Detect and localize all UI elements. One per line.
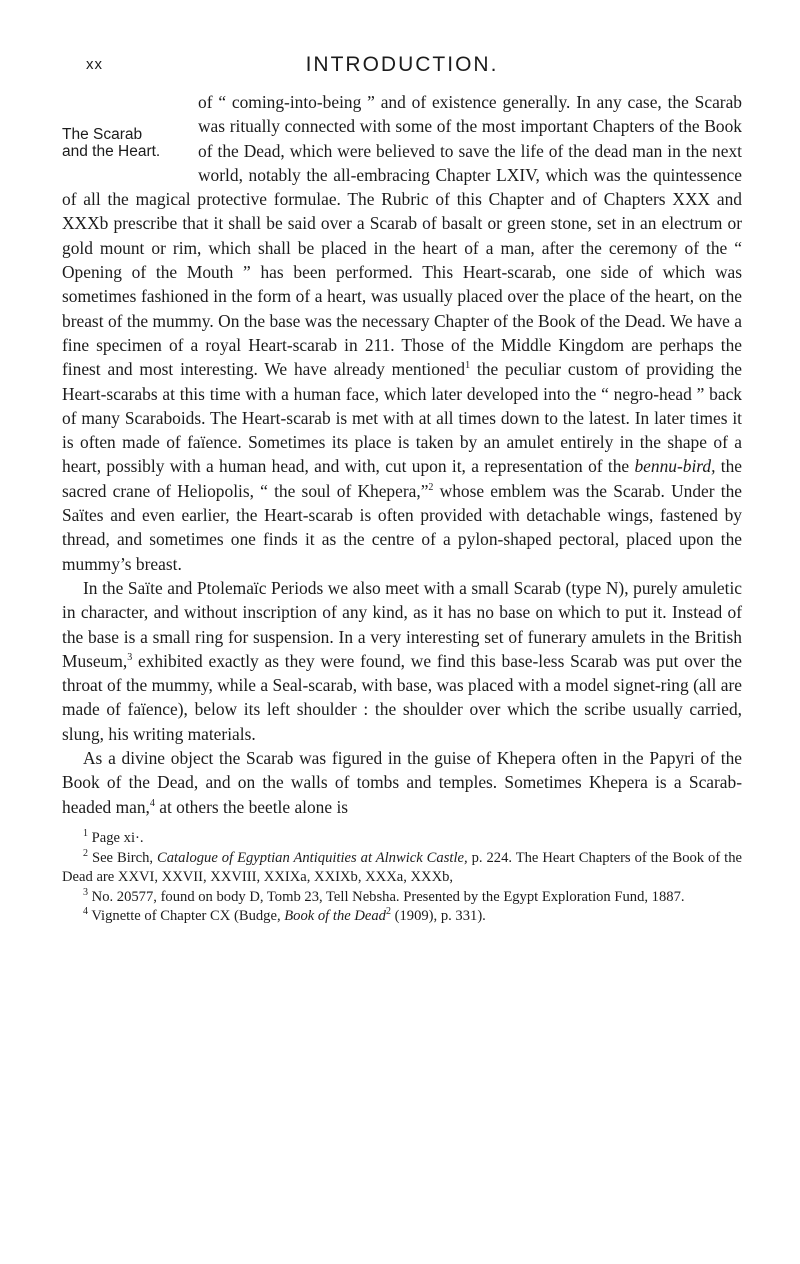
footnote-4-title: Book of the Dead — [284, 908, 386, 925]
paragraph-1-text-c: the sacred crane of Heliopolis, “ the soul of Khepera,” — [62, 456, 743, 501]
shoulder-note-line-2: and the Heart. — [62, 143, 161, 160]
footnote-3 — [62, 888, 742, 908]
footnote-2 — [62, 849, 742, 888]
footnote-1-mark: 1 — [83, 828, 88, 840]
paragraph-1-text-a: of “ coming-into-being ” and of existence generally. In any case, the Scarab was ritually connected with some of the most important Chapters of the Book of the Dead, which were believed to save the life of the dead man in the next world, notably the all-embracing Chapter LXIV, which was the quintessence of all the magical protective formulae. The Rubric of this Chapter and of Chapters XXX and XXXb prescribe that it shall be said over a Scarab of basalt or green stone, set in an electrum or gold mount or rim, which shall be placed in the heart of a man, after the ceremony of the “ Opening of the Mouth ” has been performed. This Heart-scarab, one side of which was sometimes fashioned in the form of a heart, was usually placed over the place of the heart, on the breast of the mummy. On the base was the necessary Chapter of the Book of the Dead. We have a fine specimen of a royal Heart-scarab in 211. Those of the Middle Kingdom are perhaps the finest and most interesting. We have already mentioned — [62, 92, 742, 380]
paragraph-2-text-b: exhibited exactly as they were found, we find this base-less Scarab was put over the throat of the mummy, while a Seal-scarab, with base, was placed with a model signet-ring (all are made of faïence), below its left shoulder : the shoulder over which the scribe usually carried, slung, his writing materials. — [62, 650, 742, 744]
body-text — [62, 90, 742, 819]
book-page — [62, 53, 743, 927]
footnote-3-mark: 3 — [83, 886, 88, 898]
paragraph-1 — [62, 90, 742, 576]
footnote-1 — [62, 829, 742, 849]
paragraph-1-text-b: the peculiar custom of providing the Heart-scarabs at this time with a human face, which later developed into the “ negro-head ” back of many Scaraboids. The Heart-scarab is met with at all times down to the latest. In later times it is often made of faïence. Sometimes its place is taken by an amulet entirely in the shape of a heart, possibly with a human head, and with, cut upon it, a representation of the — [62, 359, 742, 477]
footnote-ref-1: 1 — [465, 360, 471, 372]
footnotes — [62, 829, 742, 927]
paragraph-3 — [62, 746, 742, 819]
paragraph-3-text-b: at others the beetle alone is — [154, 796, 349, 817]
footnote-4 — [62, 907, 742, 927]
footnote-4-edition: 2 — [385, 906, 391, 918]
footnote-ref-3: 3 — [127, 652, 133, 664]
paragraph-2 — [62, 576, 742, 746]
shoulder-note — [62, 126, 188, 160]
footnote-2-text-pre: See Birch, — [88, 849, 158, 866]
footnote-ref-4: 4 — [149, 797, 155, 809]
footnote-4-mark: 4 — [83, 906, 88, 918]
footnote-2-text-post: p. 224. The Heart Chapters of the Book of the Dead are XXVI, XXVII, XXVIII, XXIXa, XXIXb, XXXa, XXXb, — [62, 849, 742, 886]
footnote-3-text: No. 20577, found on body D, Tomb 23, Tell Nebsha. Presented by the Egypt Exploration Fund, 1887. — [88, 888, 685, 905]
paragraph-2-text-a: In the Saïte and Ptolemaïc Periods we also meet with a small Scarab (type N), purely amuletic in character, and without inscription of any kind, as it has no base on which to put it. Instead of the base is a small ring for suspension. In a very interesting set of funerary amulets in the British Museum, — [62, 577, 742, 671]
footnote-1-text: Page xi·. — [88, 829, 144, 846]
running-title: INTRODUCTION. — [305, 53, 499, 76]
page-number: xx — [86, 56, 103, 73]
footnote-4-text-pre: Vignette of Chapter CX (Budge, — [88, 908, 285, 925]
shoulder-note-line-1: The Scarab — [62, 126, 143, 143]
footnote-2-title: Catalogue of Egyptian Antiquities at Alnwick Castle, — [157, 849, 468, 866]
paragraph-3-text-a: As a divine object the Scarab was figured in the guise of Khepera often in the Papyri of the Book of the Dead, and on the walls of tombs and temples. Sometimes Khepera is a Scarab-headed man, — [62, 748, 742, 817]
running-header — [62, 53, 742, 80]
footnote-2-mark: 2 — [83, 847, 88, 859]
paragraph-1-text-d: whose emblem was the Scarab. Under the Saïtes and even earlier, the Heart-scarab is often provided with detachable wings, fastened by thread, and sometimes one finds it as the centre of a pylon-shaped pectoral, placed upon the mummy’s breast. — [62, 480, 742, 574]
footnote-ref-2: 2 — [428, 481, 434, 493]
bennu-bird-term: bennu-bird, — [634, 456, 716, 477]
footnote-4-text-post: (1909), p. 331). — [390, 908, 486, 925]
